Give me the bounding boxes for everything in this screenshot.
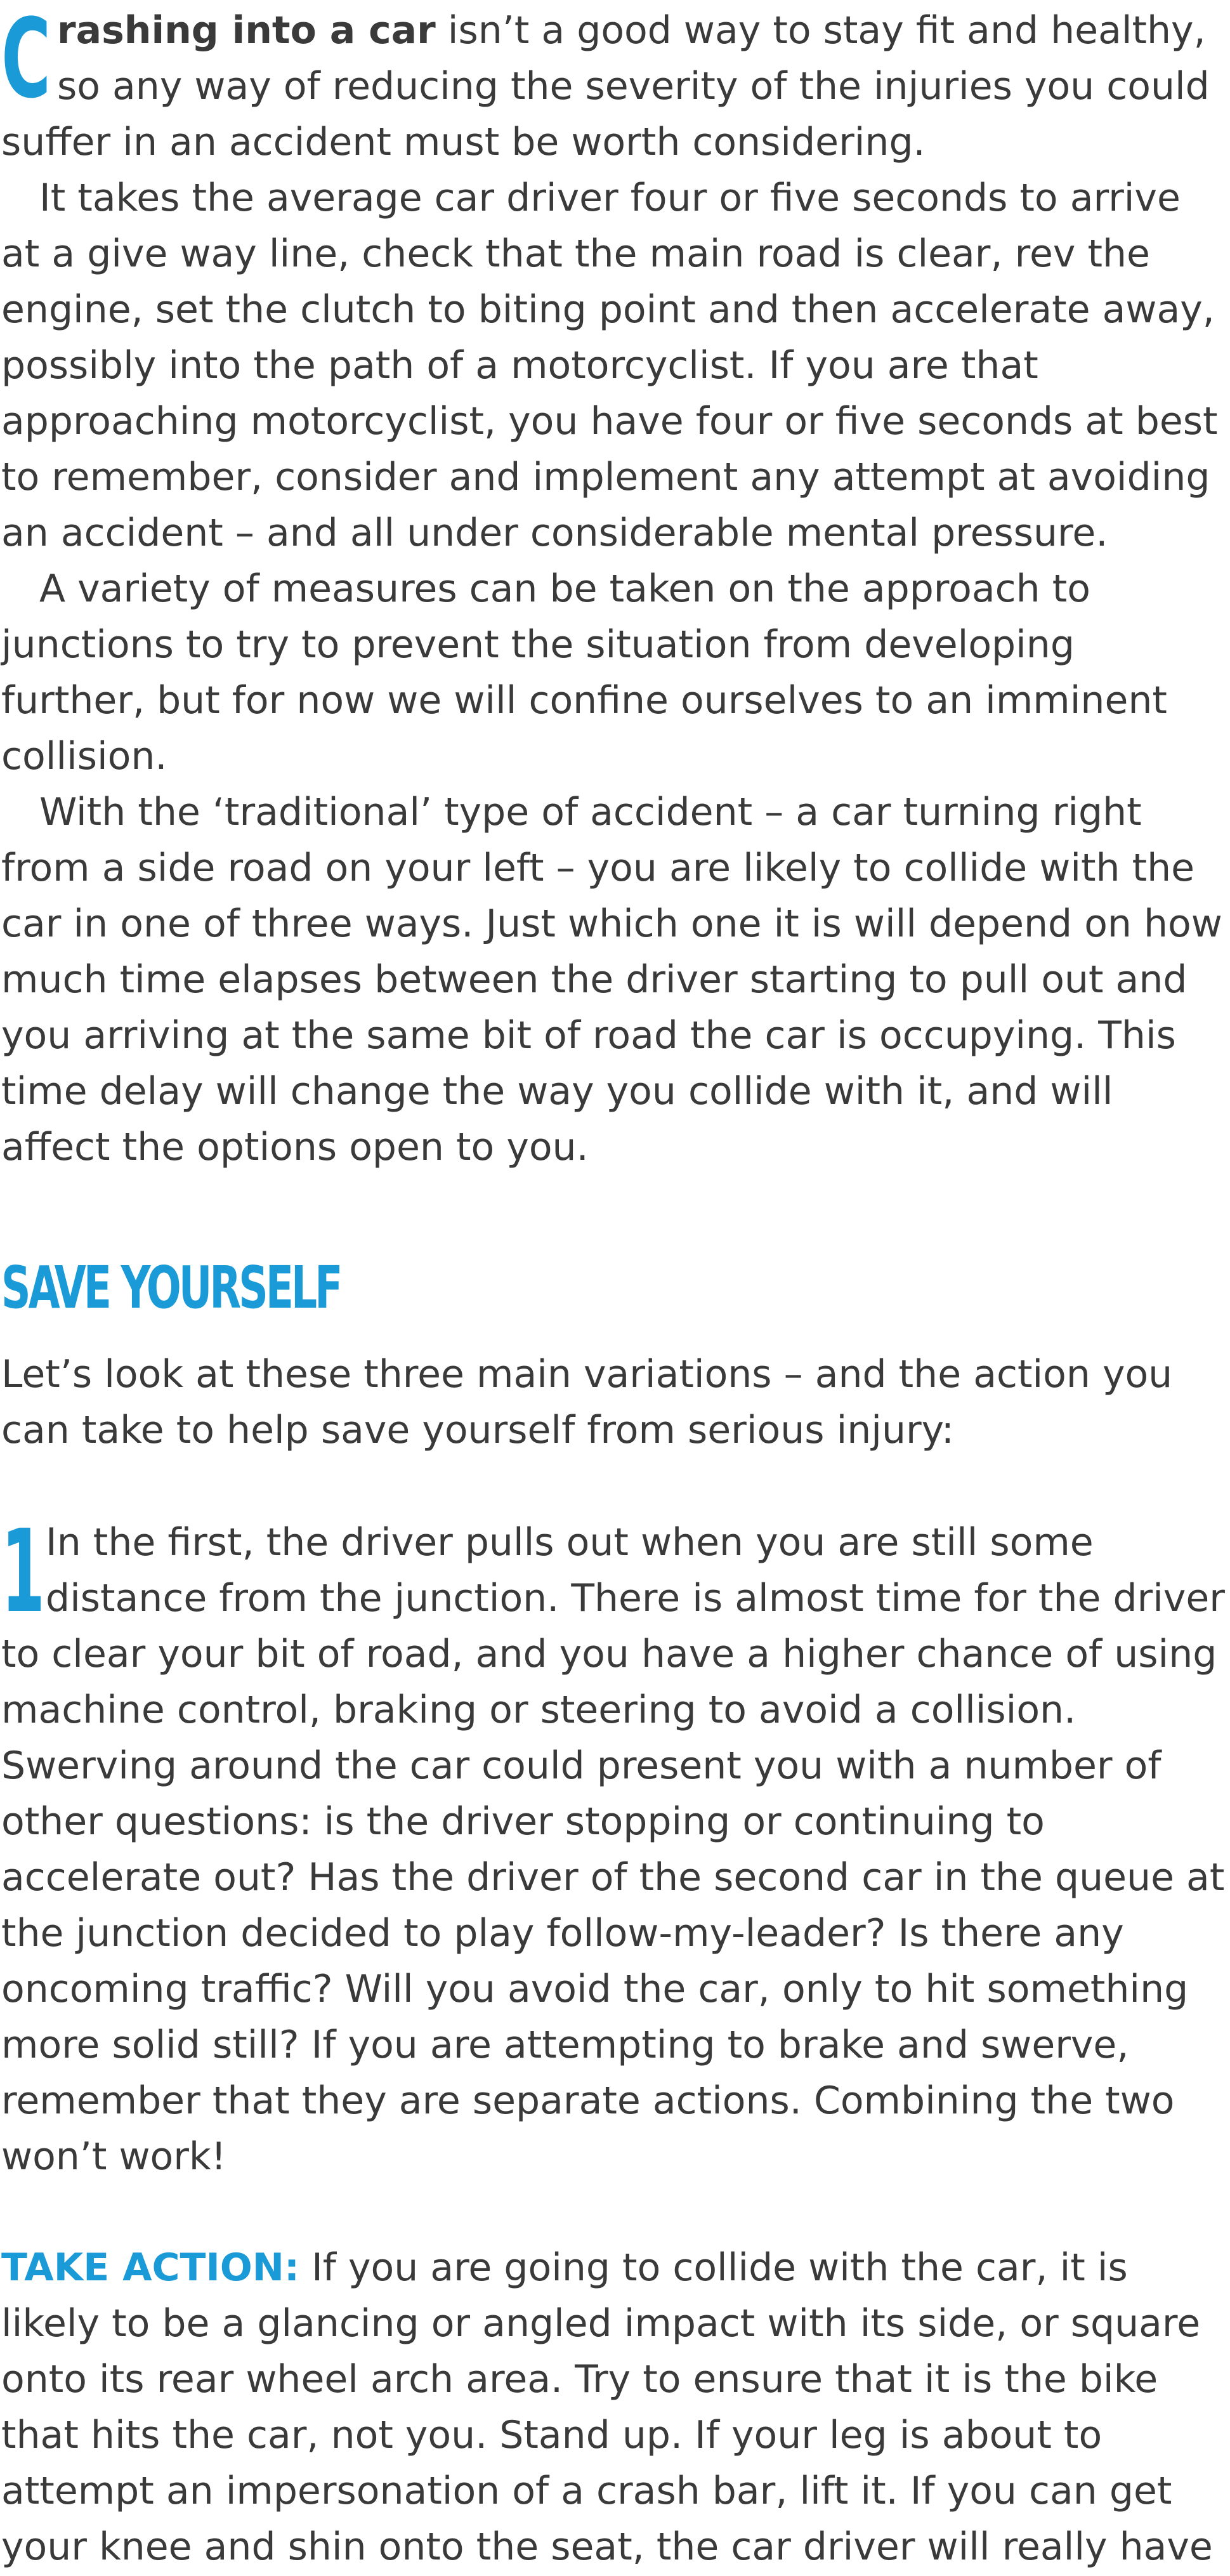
take-action-label: TAKE ACTION: [1, 2245, 300, 2290]
body-paragraph-1: It takes the average car driver four or five seconds to arrive at a give way line, check that the main road is clear, rev the engine, set the clutch to biting point and then accelerate away, possibly into the path of a motorcyclist. If you are that approaching motorcyclist, you have four or five seconds at best to remember, consider and implement any attempt at avoiding an accident – and all under considerable mental pressure. [1, 176, 1218, 555]
body-paragraph-3: With the ‘traditional’ type of accident – a car turning right from a side road on your left – you are likely to collide with the car in one of three ways. Just which one it is will depend on how much time elapses between the driver starting to pull out and you arriving at the same bit of road the car is occupying. This time delay will change the way you collide with it, and will affect the options open to you. [1, 790, 1222, 1169]
body-paragraph-2: A variety of measures can be taken on the approach to junctions to try to prevent the situation from developing further, but for now we will confine ourselves to an imminent collision. [1, 567, 1167, 779]
intro-lead-bold: rashing into a car [57, 8, 436, 53]
point-one-paragraph [1, 1506, 1229, 2185]
take-action-paragraph [1, 2240, 1229, 2575]
intro-paragraph [1, 0, 1229, 170]
intro-lead-rest: isn’t a good way to stay fit and healthy, so any way of reducing the severity of the injuries you could suffer in an accident must be worth considering. [1, 8, 1210, 164]
section-heading: SAVE YOURSELF [1, 1254, 341, 1322]
point-one-text: In the first, the driver pulls out when you are still some distance from the junction. There is almost time for the driver to clear your bit of road, and you have a higher chance of using machine control, braking or steering to avoid a collision. Swerving around the car could present you with a number of other questions: is the driver stopping or continuing to accelerate out? Has the driver of the second car in the queue at the junction decided to play follow-my-leader? Is there any oncoming traffic? Will you avoid the car, only to hit something more solid still? If you are attempting to brake and swerve, remember that they are separate actions. Combining the two won’t work! [1, 1520, 1225, 2179]
take-action-text: If you are going to collide with the car, it is likely to be a glancing or angled impact with its side, or square onto its rear wheel arch area. Try to ensure that it is the bike that hits the car, not you. Stand up. If your leg is about to attempt an impersonation of a crash bar, lift it. If you can get your knee and shin onto the seat, the car driver will really have [1, 2245, 1213, 2569]
point-number: 1 [1, 1506, 45, 1638]
section-intro-paragraph: Let’s look at these three main variations – and the action you can take to help save yourself from serious injury: [1, 1352, 1173, 1452]
drop-cap-letter: C [1, 0, 51, 122]
